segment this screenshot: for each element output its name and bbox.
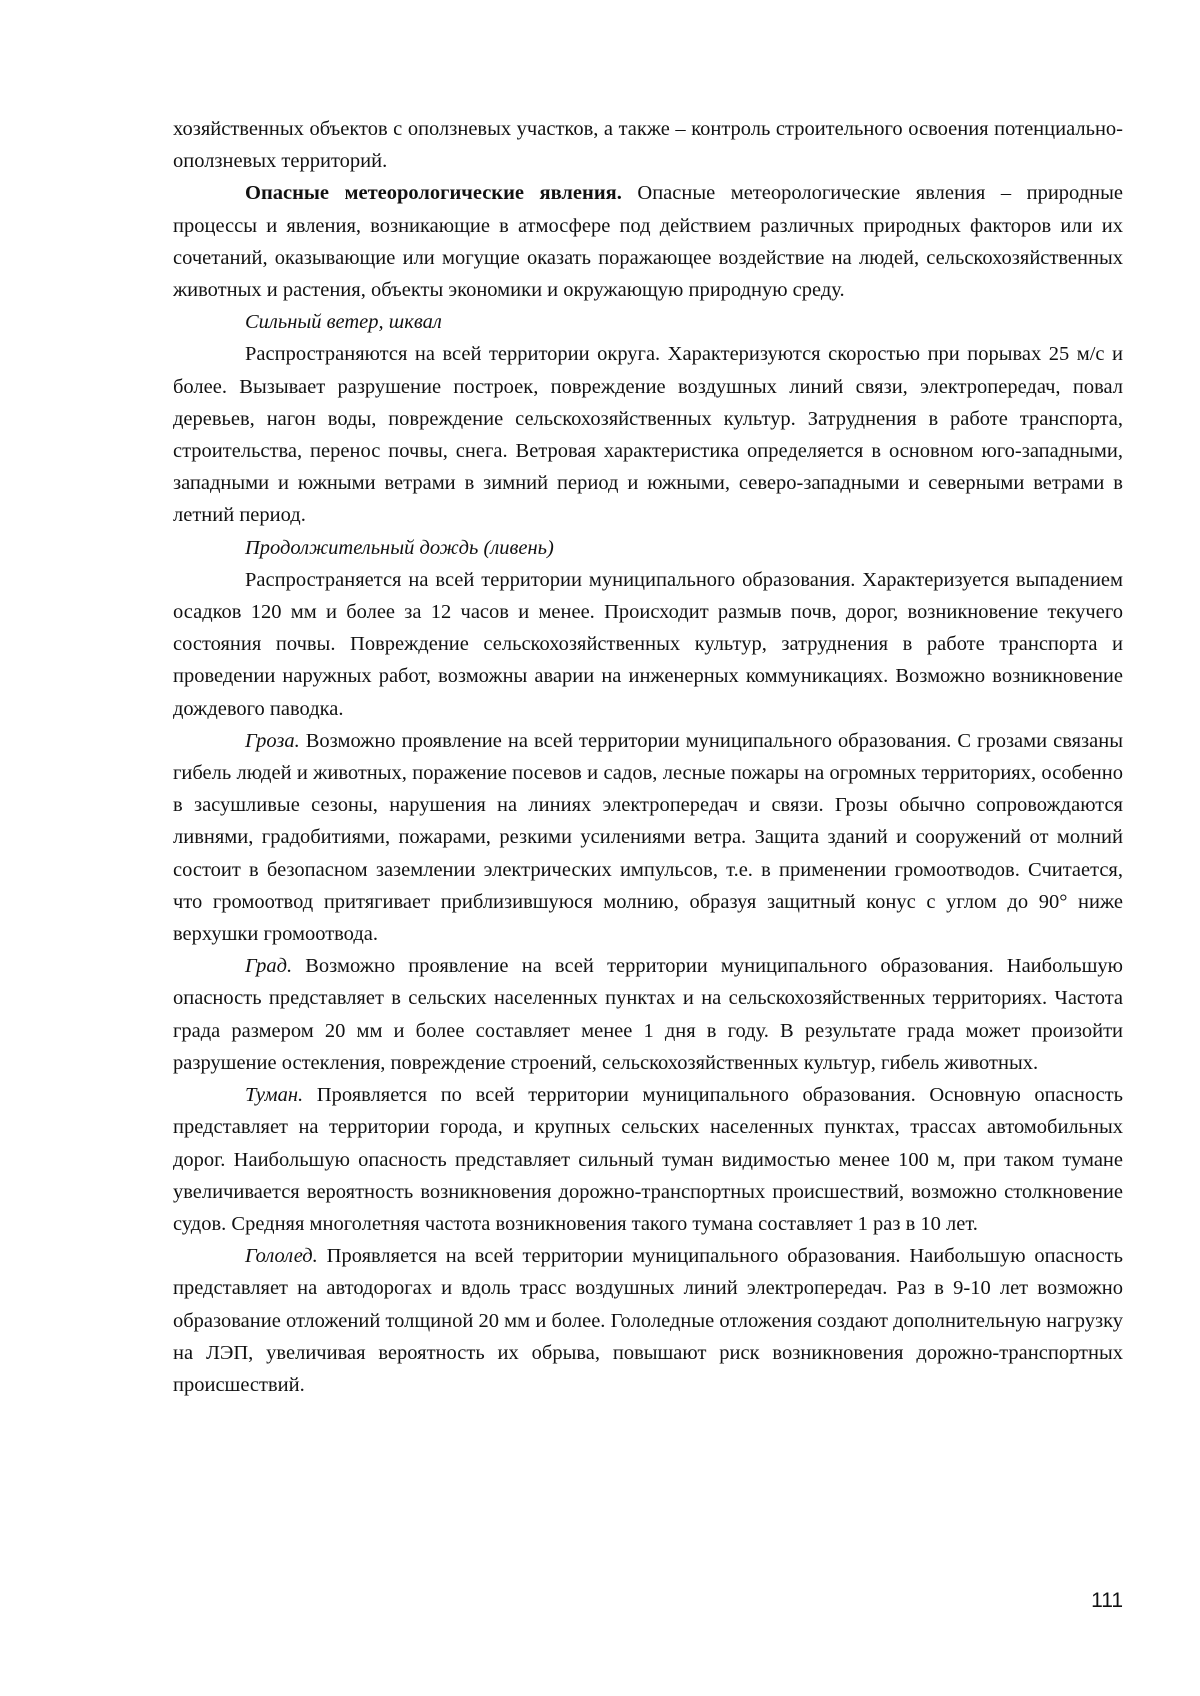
fog-title: Туман. — [245, 1084, 304, 1107]
paragraph-heavy-rain: Распространяется на всей территории муниципального образования. Характеризуется выпадением осадков 120 мм и более за 12 часов и менее. Происходит размыв почв, дорог, возникновение текучего состояния почвы. Повреждение сельскохозяйственных культур, затруднения в работе транспорта и проведении наружных работ, возможны аварии на инженерных коммуникациях. Возможно возникновение дождевого паводка. — [173, 568, 1123, 720]
paragraph-strong-wind: Распространяются на всей территории округа. Характеризуются скоростью при порывах 25 м/с и более. Вызывает разрушение построек, повреждение воздушных линий связи, электропередач, повал деревьев, нагон воды, повреждение сельскохозяйственных культур. Затруднения в работе транспорта, строительства, перенос почвы, снега. Ветровая характеристика определяется в основном юго-западными, западными и южными ветрами в зимний период и южными, северо-западными и северными ветрами в летний период. — [173, 343, 1123, 527]
subheading-strong-wind: Сильный ветер, шквал — [245, 311, 442, 334]
paragraph-fog — [173, 1079, 1123, 1240]
page-number: 111 — [1091, 1589, 1123, 1612]
subheading-heavy-rain: Продолжительный дождь (ливень) — [245, 536, 554, 559]
paragraph-ice — [173, 1240, 1123, 1401]
paragraph-hail — [173, 950, 1123, 1079]
paragraph-landslide-end: хозяйственных объектов с оползневых участков, а также – контроль строительного освоения потенциально-оползневых территорий. — [173, 118, 1123, 173]
fog-text: Проявляется по всей территории муниципального образования. Основную опасность представляет на территории города, и крупных сельских населенных пунктах, трассах автомобильных дорог. Наибольшую опасность представляет сильный туман видимостью менее 100 м, при таком тумане увеличивается вероятность возникновения дорожно-транспортных происшествий, возможно столкновение судов. Средняя многолетняя частота возникновения такого тумана составляет 1 раз в 10 лет. — [173, 1084, 1123, 1235]
hail-title: Град. — [245, 955, 293, 978]
paragraph-thunderstorm — [173, 725, 1123, 950]
ice-title: Гололед. — [245, 1245, 318, 1268]
thunderstorm-text: Возможно проявление на всей территории муниципального образования. С грозами связаны гибель людей и животных, поражение посевов и садов, лесные пожары на огромных территориях, особенно в засушливые сезоны, нарушения на линиях электропередач и связи. Грозы обычно сопровождаются ливнями, градобитиями, пожарами, резкими усилениями ветра. Защита зданий и сооружений от молний состоит в безопасном заземлении электрических импульсов, т.е. в применении громоотводов. Считается, что громоотвод притягивает приблизившуюся молнию, образуя защитный конус с углом до 90° ниже верхушки громоотвода. — [173, 729, 1123, 946]
paragraph-meteorological-hazards — [173, 177, 1123, 306]
hail-text: Возможно проявление на всей территории муниципального образования. Наибольшую опасность представляет в сельских населенных пунктах и на сельскохозяйственных территориях. Частота града размером 20 мм и более составляет менее 1 дня в году. В результате града может произойти разрушение остекления, повреждение строений, сельскохозяйственных культур, гибель животных. — [173, 955, 1123, 1074]
paragraph-meteorological-text: Опасные метеорологические явления – природные процессы и явления, возникающие в атмосфере под действием различных природных факторов или их сочетаний, оказывающие или могущие оказать поражающее воздействие на людей, сельскохозяйственных животных и растения, объекты экономики и окружающую природную среду. — [173, 182, 1123, 302]
ice-text: Проявляется на всей территории муниципального образования. Наибольшую опасность представляет на автодорогах и вдоль трасс воздушных линий электропередач. Раз в 9-10 лет возможно образование отложений толщиной 20 мм и более. Гололедные отложения создают дополнительную нагрузку на ЛЭП, увеличивая вероятность их обрыва, повышают риск возникновения дорожно-транспортных происшествий. — [173, 1245, 1123, 1396]
thunderstorm-title: Гроза. — [245, 729, 300, 752]
section-heading-meteorological: Опасные метеорологические явления. — [245, 182, 622, 205]
document-body — [173, 113, 1123, 1401]
